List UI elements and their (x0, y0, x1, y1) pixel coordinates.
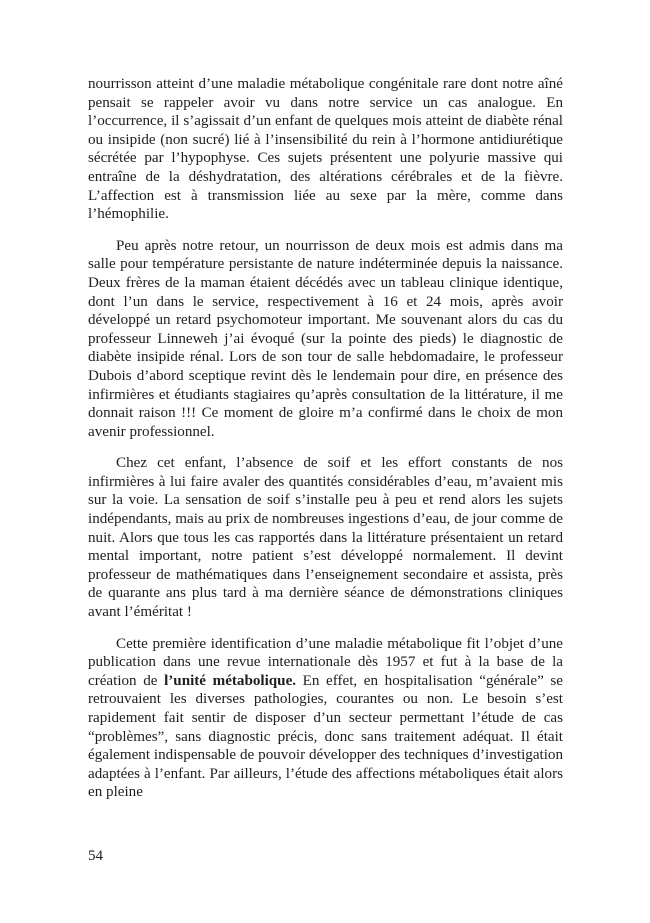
paragraph-4-text-before: Cette première identification d’une maladie métabolique fit l’objet d’une publication dans une revue internationale dès 1957 et fut à la base de la création de (88, 635, 563, 689)
paragraph-1: nourrisson atteint d’une maladie métabolique congénitale rare dont notre aîné pensait se rappeler avoir vu dans notre service un cas analogue. En l’occurrence, il s’agissait d’un enfant de quelques mois atteint de diabète rénal ou insipide (non sucré) lié à l’insensibilité du rein à l’hormone antidiurétique sécrétée par l’hypophyse. Ces sujets présentent une polyurie massive qui entraîne de la déshydratation, des altérations cérébrales et de la fièvre. L’affection est à transmission liée au sexe par la mère, comme dans l’hémophilie. (88, 76, 563, 223)
paragraph-2: Peu après notre retour, un nourrisson de deux mois est admis dans ma salle pour température persistante de nature indéterminée depuis la naissance. Deux frères de la maman étaient décédés avec un tableau clinique identique, dont l’un dans le service, respectivement à 16 et 24 mois, après avoir développé un retard psychomoteur important. Me souvenant alors du cas du professeur Linneweh j’ai évoqué (sur la pointe des pieds) le diagnostic de diabète insipide rénal. Lors de son tour de salle hebdomadaire, le professeur Dubois d’abord sceptique revint dès le lendemain pour dire, en présence des infirmières et étudiants stagiaires qu’après consultation de la littérature, il me donnait raison !!! Ce moment de gloire m’a confirmé dans le choix de mon avenir professionnel. (88, 237, 563, 440)
paragraph-4 (88, 635, 563, 802)
paragraph-3: Chez cet enfant, l’absence de soif et les effort constants de nos infirmières à lui faire avaler des quantités considérables d’eau, m’avaient mis sur la voie. La sensation de soif s’installe peu à peu et rend alors les sujets indépendants, mais au prix de nombreuses ingestions d’eau, de jour comme de nuit. Alors que tous les cas rapportés dans la littérature présentaient un retard mental important, notre patient s’est développé normalement. Il devint professeur de mathématiques dans l’enseignement secondaire et assista, près de quarante ans plus tard à ma dernière séance de démonstrations cliniques avant l’éméritat ! (88, 455, 563, 621)
page-number: 54 (88, 848, 104, 864)
paragraph-4-text-after: En effet, en hospitalisation “générale” se retrouvaient les diverses pathologies, courantes ou non. Le besoin s’est rapidement fait sentir de disposer d’un secteur permettant l’étude de cas “problèmes”, sans diagnostic précis, donc sans traitement adéquat. Il était également indispensable de pouvoir développer des techniques d’investigation adaptées à l’enfant. Par ailleurs, l’étude des affections métaboliques était alors en pleine (88, 672, 563, 801)
page-body (88, 75, 563, 802)
paragraph-4-bold-term: l’unité métabolique. (164, 672, 297, 689)
